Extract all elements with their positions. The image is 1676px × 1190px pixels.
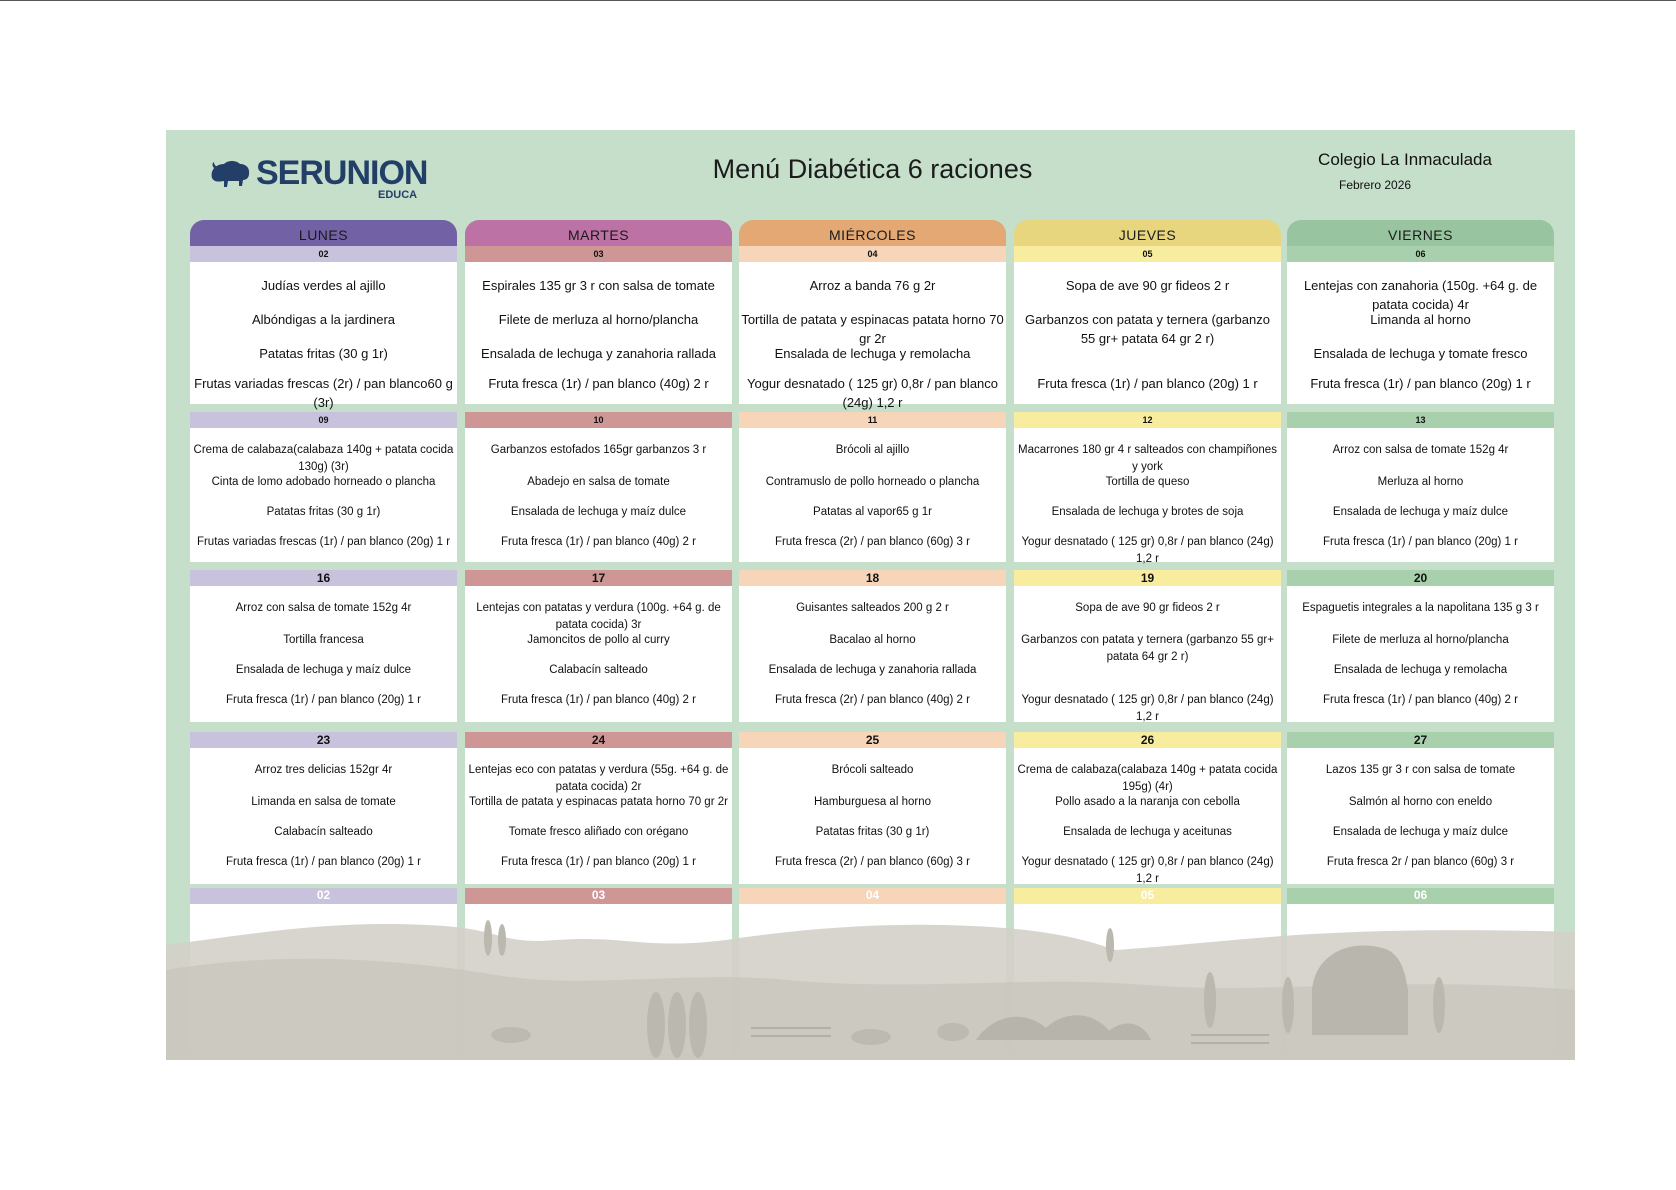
dish-item: Patatas fritas (30 g 1r) [259,346,388,361]
dish-item: Lentejas con patatas y verdura (100g. +64 g. de patata cocida) 3r [476,602,721,631]
dish-item: Pollo asado a la naranja con cebolla [1055,796,1240,808]
date-label: 03 [465,246,732,262]
dish-item: Brócoli salteado [831,764,914,776]
dish-item: Fruta fresca (1r) / pan blanco (20g) 1 r [226,856,421,868]
dish-item: Patatas fritas (30 g 1r) [815,826,930,838]
dish-item: Judías verdes al ajillo [261,278,386,293]
dish-item: Limanda en salsa de tomate [251,796,396,808]
dish-item: Limanda al horno [1370,312,1471,327]
dish-item: Fruta fresca (1r) / pan blanco (40g) 2 r [501,694,696,706]
dish-item: Fruta fresca 2r / pan blanco (60g) 3 r [1326,856,1515,868]
dish-item: Salmón al horno con eneldo [1348,796,1493,808]
dish-item: Arroz a banda 76 g 2r [809,278,936,293]
dish-item: Filete de merluza al horno/plancha [1332,634,1509,646]
dish-item: Frutas variadas frescas (1r) / pan blanco (20g) 1 r [196,536,451,548]
dish-item: Patatas fritas (30 g 1r) [266,506,381,518]
menu-cell [190,246,457,410]
dish-item: Filete de merluza al horno/plancha [498,312,699,327]
menu-cell [1014,732,1281,884]
dish-item: Fruta fresca (1r) / pan blanco (40g) 2 r [501,536,696,548]
dish-item: Macarrones 180 gr 4 r salteados con champiñones y york [1018,444,1277,473]
menu-cell [1014,246,1281,404]
dish-item: Yogur desnatado ( 125 gr) 0,8r / pan blanco (24g) 1,2 r [1021,856,1274,885]
date-label: 23 [190,732,457,748]
date-label: 18 [739,570,1006,586]
dish-item: Garbanzos con patata y ternera (garbanzo 55 gr+ patata 64 gr 2 r) [1025,312,1270,346]
dish-item: Ensalada de lechuga y zanahoria rallada [768,664,977,676]
menu-cell [1287,246,1554,404]
menu-cell [190,732,457,884]
menu-cell [739,570,1006,722]
dish-item: Tortilla francesa [283,634,364,646]
date-label: 19 [1014,570,1281,586]
dish-item: Fruta fresca (1r) / pan blanco (40g) 2 r [488,376,709,391]
dish-item: Fruta fresca (2r) / pan blanco (40g) 2 r [775,694,970,706]
school-name: Colegio La Inmaculada [1318,150,1492,169]
date-label: 02 [190,246,457,262]
page-title: Menú Diabética 6 raciones [712,154,1033,184]
dish-item: Tomate fresco aliñado con orégano [508,826,689,838]
dish-item: Guisantes salteados 200 g 2 r [796,602,949,614]
dish-item: Yogur desnatado ( 125 gr) 0,8r / pan blanco (24g) 1,2 r [1021,694,1274,723]
date-label: 26 [1014,732,1281,748]
dish-item: Crema de calabaza(calabaza 140g + patata cocida 195g) (4r) [1017,764,1278,793]
date-label: 12 [1014,412,1281,428]
dish-item: Ensalada de lechuga y remolacha [1333,664,1508,676]
date-label: 20 [1287,570,1554,586]
dish-item: Patatas al vapor65 g 1r [813,506,932,518]
dish-item: Arroz con salsa de tomate 152g 4r [235,602,412,614]
dish-item: Garbanzos estofados 165gr garbanzos 3 r [490,444,707,456]
dish-item: Yogur desnatado ( 125 gr) 0,8r / pan blanco (24g) 1,2 r [746,376,999,410]
dish-item: Espirales 135 gr 3 r con salsa de tomate [482,278,715,293]
day-header-viernes: VIERNES [1287,220,1554,246]
menu-cell [739,246,1006,410]
date-label: 06 [1287,246,1554,262]
dish-item: Fruta fresca (1r) / pan blanco (20g) 1 r [1323,536,1518,548]
date-label: 25 [739,732,1006,748]
dish-item: Frutas variadas frescas (2r) / pan blanco60 g (3r) [194,376,453,410]
dish-item: Tortilla de patata y espinacas patata horno 70 gr 2r [741,312,1004,346]
dish-item: Garbanzos con patata y ternera (garbanzo 55 gr+ patata 64 gr 2 r) [1021,634,1274,663]
menu-cell [739,732,1006,884]
dish-item: Ensalada de lechuga y aceitunas [1063,826,1232,838]
dish-item: Tortilla de patata y espinacas patata horno 70 gr 2r [469,796,728,808]
menu-cell [1014,412,1281,565]
menu-cell [1014,570,1281,722]
menu-cell [1287,570,1554,722]
menu-cell [1287,732,1554,884]
date-label: 05 [1014,246,1281,262]
next-week-date-label: 05 [1014,888,1281,904]
dish-item: Ensalada de lechuga y remolacha [774,346,971,361]
dish-item: Contramuslo de pollo horneado o plancha [765,476,980,488]
dish-item: Fruta fresca (2r) / pan blanco (60g) 3 r [775,536,970,548]
menu-cell [190,412,457,562]
dish-item: Ensalada de lechuga y brotes de soja [1051,506,1244,518]
dish-item: Fruta fresca (1r) / pan blanco (20g) 1 r [226,694,421,706]
dish-item: Arroz con salsa de tomate 152g 4r [1332,444,1509,456]
logo-wordmark: SERUNION [256,154,428,192]
date-label: 16 [190,570,457,586]
date-label: 09 [190,412,457,428]
next-week-date-label: 06 [1287,888,1554,904]
dish-item: Tortilla de queso [1105,476,1190,488]
date-label: 17 [465,570,732,586]
dish-item: Cinta de lomo adobado horneado o plancha [211,476,436,488]
dish-item: Fruta fresca (2r) / pan blanco (60g) 3 r [775,856,970,868]
dish-item: Arroz tres delicias 152gr 4r [254,764,393,776]
month-label: Febrero 2026 [1339,178,1412,192]
dish-item: Fruta fresca (1r) / pan blanco (40g) 2 r [1323,694,1518,706]
next-week-date-label: 04 [739,888,1006,904]
dish-item: Ensalada de lechuga y maíz dulce [1332,506,1509,518]
menu-cell [465,412,732,562]
countryside-scenery [166,880,1575,1060]
date-label: 27 [1287,732,1554,748]
dish-item: Jamoncitos de pollo al curry [527,634,670,646]
dish-item: Fruta fresca (1r) / pan blanco (20g) 1 r [1037,376,1258,391]
day-header-miercoles: MIÉRCOLES [739,220,1006,246]
dish-item: Brócoli al ajillo [835,444,910,456]
menu-cell [465,570,732,722]
dish-item: Crema de calabaza(calabaza 140g + patata cocida 130g) (3r) [193,444,454,473]
day-header-martes: MARTES [465,220,732,246]
bison-icon [208,158,252,192]
day-header-lunes: LUNES [190,220,457,246]
dish-item: Lazos 135 gr 3 r con salsa de tomate [1325,764,1516,776]
dish-item: Lentejas eco con patatas y verdura (55g. +64 g. de patata cocida) 2r [468,764,729,793]
dish-item: Sopa de ave 90 gr fideos 2 r [1075,602,1220,614]
menu-cell [465,732,732,884]
dish-item: Yogur desnatado ( 125 gr) 0,8r / pan blanco (24g) 1,2 r [1021,536,1274,565]
dish-item: Ensalada de lechuga y maíz dulce [1332,826,1509,838]
dish-item: Espaguetis integrales a la napolitana 135 g 3 r [1302,602,1539,614]
dish-item: Bacalao al horno [829,634,916,646]
serunion-logo [208,154,428,200]
menu-cell [190,570,457,722]
dish-item: Calabacín salteado [274,826,373,838]
menu-cell [739,412,1006,562]
dish-item: Lentejas con zanahoria (150g. +64 g. de patata cocida) 4r [1303,278,1538,312]
dish-item: Ensalada de lechuga y zanahoria rallada [481,346,716,361]
dish-item: Fruta fresca (1r) / pan blanco (20g) 1 r [1310,376,1531,391]
date-label: 11 [739,412,1006,428]
dish-item: Sopa de ave 90 gr fideos 2 r [1065,278,1230,293]
dish-item: Ensalada de lechuga y maíz dulce [235,664,412,676]
dish-item: Merluza al horno [1377,476,1464,488]
top-border-line [0,0,1676,1]
next-week-date-label: 03 [465,888,732,904]
date-label: 10 [465,412,732,428]
logo-subtitle: EDUCA [378,189,418,201]
dish-item: Albóndigas a la jardinera [251,312,396,327]
dish-item: Hamburguesa al horno [814,796,931,808]
dish-item: Calabacín salteado [549,664,648,676]
date-label: 24 [465,732,732,748]
menu-cell [465,246,732,404]
dish-item: Ensalada de lechuga y maíz dulce [510,506,687,518]
dish-item: Ensalada de lechuga y tomate fresco [1313,346,1528,361]
menu-cell [1287,412,1554,562]
next-week-date-label: 02 [190,888,457,904]
dish-item: Abadejo en salsa de tomate [527,476,670,488]
date-label: 13 [1287,412,1554,428]
date-label: 04 [739,246,1006,262]
dish-item: Fruta fresca (1r) / pan blanco (20g) 1 r [501,856,696,868]
day-header-jueves: JUEVES [1014,220,1281,246]
